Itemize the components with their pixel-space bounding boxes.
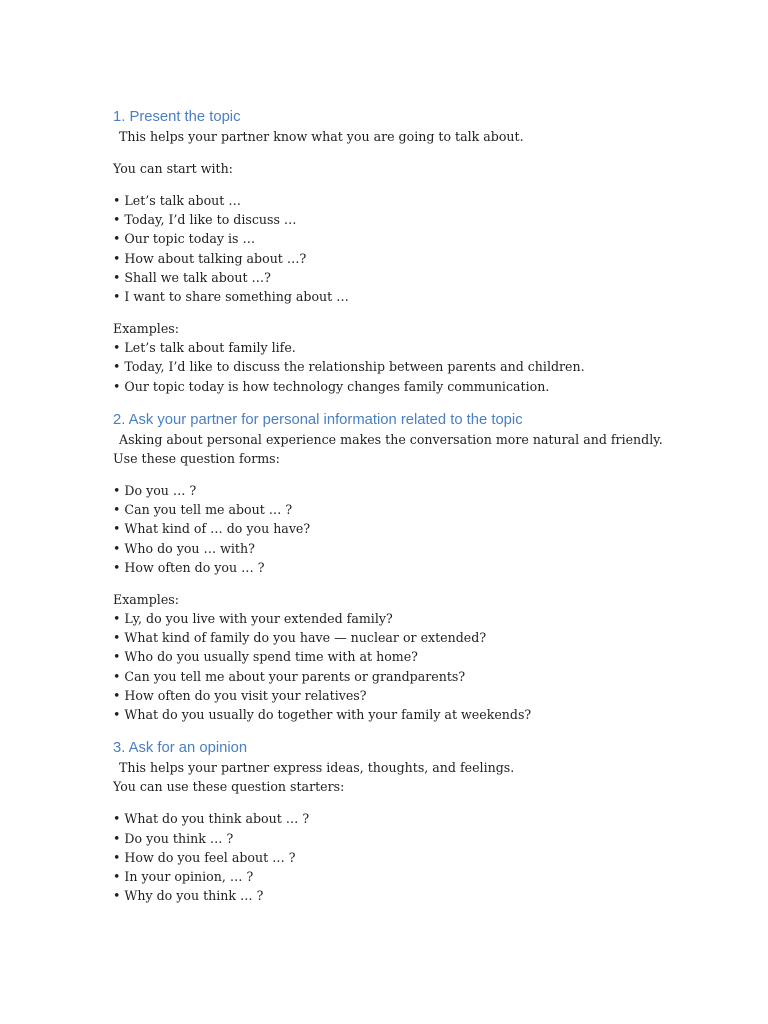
phrase-item: • Today, I’d like to discuss … [113,212,297,228]
phrase-item: • Let’s talk about … [113,193,241,208]
phrase-item: • How do you feel about … ? [113,849,296,865]
phrase-item: • Who do you … with? [113,540,255,556]
phrase-item: • How often do you … ? [113,559,265,575]
section-heading: 1. Present the topic [113,109,241,125]
phrase-item: • How about talking about …? [113,250,307,266]
example-item: • How often do you visit your relatives? [113,687,367,703]
document-content [113,107,733,905]
section-lead: You can start with: [113,161,233,176]
phrase-item: • What do you think about … ? [113,811,310,827]
examples-label: Examples: [113,591,179,607]
section-heading: 3. Ask for an opinion [113,740,248,757]
example-item: • What do you usually do together with your family at weekends? [113,707,532,723]
example-item: • Our topic today is how technology changes family communication. [113,378,550,394]
example-item: • Today, I’d like to discuss the relationship between parents and children. [113,359,585,375]
section-lead: Use these question forms: [113,451,280,467]
section-present-topic [113,107,733,396]
phrase-item: • Why do you think … ? [113,888,264,904]
example-item: • Can you tell me about your parents or grandparents? [113,668,466,684]
phrase-item: • Can you tell me about … ? [113,502,293,518]
section-ask-opinion [113,738,733,905]
phrase-item: • Our topic today is … [113,231,256,247]
phrase-item: • Do you think … ? [113,830,234,846]
phrase-item: • What kind of … do you have? [113,521,311,537]
section-lead: You can use these question starters: [113,779,345,795]
section-heading: 2. Ask your partner for personal information related to the topic [113,411,523,428]
phrase-item: • Do you … ? [113,483,197,499]
example-item: • Ly, do you live with your extended family? [113,611,393,627]
example-item: • Let’s talk about family life. [113,340,296,356]
section-intro: This helps your partner know what you are going to talk about. [119,129,524,144]
section-personal-information [113,410,733,724]
example-item: • What kind of family do you have — nuclear or extended? [113,630,487,646]
section-intro: This helps your partner express ideas, thoughts, and feelings. [119,760,515,776]
examples-label: Examples: [113,321,179,337]
example-item: • Who do you usually spend time with at home? [113,649,418,665]
section-intro: Asking about personal experience makes the conversation more natural and friendly. [119,431,663,447]
phrase-item: • In your opinion, … ? [113,869,254,885]
phrase-item: • I want to share something about … [113,289,349,305]
phrase-item: • Shall we talk about …? [113,269,271,285]
